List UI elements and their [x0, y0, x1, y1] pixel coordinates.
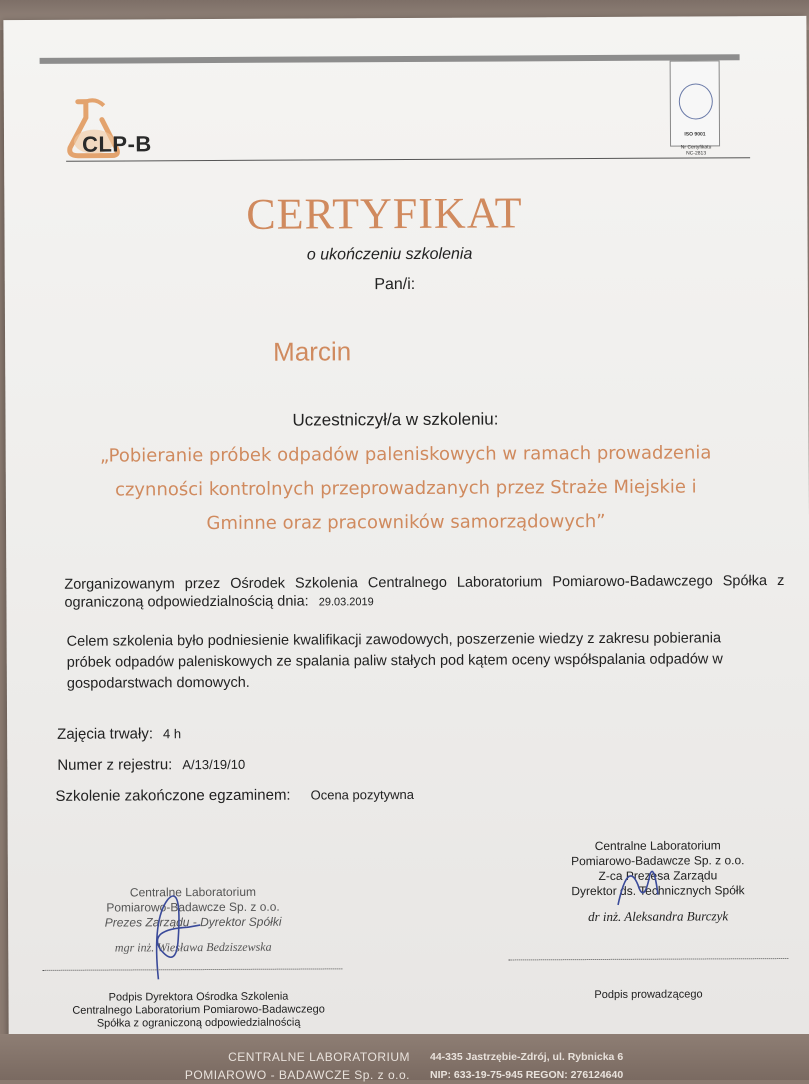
signature-line-right [508, 958, 788, 960]
iso-certificate-number: Nr Certyfikatu NC-2813 [680, 144, 712, 157]
iso-certification-badge [670, 60, 720, 146]
iso-seal-icon [679, 83, 713, 119]
caption-left: Podpis Dyrektora Ośrodka Szkolenia Centralnego Laboratorium Pomiarowo-Badawczego Spółka z ograniczoną odpowiedzialnością [72, 990, 325, 1030]
signatory-name-right: dr inż. Aleksandra Burczyk [588, 908, 729, 925]
footer-address: 44-335 Jastrzębie-Zdrój, ul. Rybnicka 6 NIP: 633-19-75-945 REGON: 276124640 [430, 1051, 624, 1081]
exam-field: Szkolenie zakończone egzaminem: Ocena pozytywna [55, 786, 414, 805]
register-field: Numer z rejestru: A/13/19/10 [57, 756, 246, 774]
certificate-title: CERTYFIKAT [246, 188, 523, 239]
register-value: A/13/19/10 [182, 756, 246, 773]
footer-company: CENTRALNE LABORATORIUM POMIAROWO - BADAWCZE Sp. z o.o. [184, 1050, 410, 1082]
logo-text: CLP-B [81, 131, 152, 157]
signature-block-left: Centralne Laboratorium Pomiarowo-Badawcze Sp. z o.o. Prezes Zarządu - Dyrektor Spółki mgr inż. Wiesława Bedziszewska [78, 885, 308, 956]
duration-value: 4 h [162, 726, 182, 742]
signature-line-left [42, 968, 342, 971]
recipient-name: Marcin [273, 336, 352, 367]
recipient-label: Pan/i: [374, 275, 416, 294]
participated-label: Uczestniczył/a w szkoleniu: [292, 409, 499, 430]
duration-field: Zajęcia trwały: 4 h [57, 725, 182, 743]
signature-block-right: Centralne Laboratorium Pomiarowo-Badawcze Sp. z o.o. Z-ca Prezesa Zarządu Dyrektor ds. Technicznych Spółk dr inż. Aleksandra Burczyk [528, 838, 788, 924]
header-top-bar [40, 54, 740, 64]
certificate-paper [3, 16, 809, 1040]
organized-text: Zorganizowanym przez Ośrodek Szkolenia Centralnego Laboratorium Pomiarowo-Badawczego Spółka z ograniczoną odpowiedzialnością dnia: 29.03.2019 [64, 573, 785, 611]
caption-right: Podpis prowadzącego [594, 988, 703, 1002]
training-purpose: Celem szkolenia było podniesienie kwalifikacji zawodowych, poszerzenie wiedzy z zakresu pobierania próbek odpadów paleniskowych ze spalania paliw stałych pod kątem oceny współspalania odpadów w gospodarstwach domowych. [66, 630, 723, 692]
training-date: 29.03.2019 [318, 596, 374, 609]
certificate-subtitle: o ukończeniu szkolenia [306, 245, 473, 264]
signatory-name-left: mgr inż. Wiesława Bedziszewska [114, 939, 272, 955]
iso-label: ISO 9001 [684, 131, 706, 138]
exam-value: Ocena pozytywna [310, 786, 414, 803]
training-title: „Pobieranie próbek odpadów paleniskowych w ramach prowadzenia czynności kontrolnych przeprowadzanych przez Straże Miejskie i Gminne oraz pracowników samorządowych” [99, 442, 712, 535]
